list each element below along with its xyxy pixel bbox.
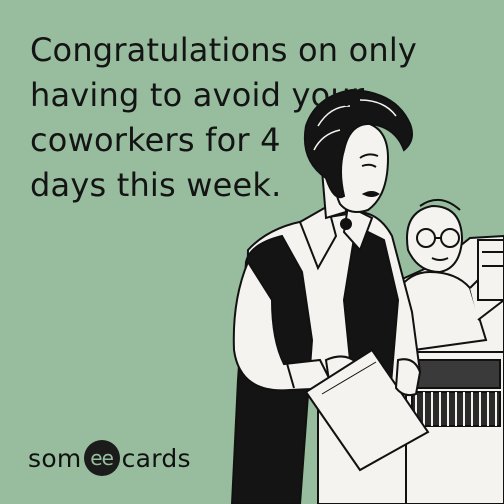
logo-suffix: cards <box>121 443 191 473</box>
ecard-caption <box>30 28 470 208</box>
caption-line: Congratulations on only <box>30 31 418 69</box>
caption-line: days this week. <box>30 166 282 204</box>
someecards-logo[interactable] <box>28 440 191 476</box>
logo-prefix: som <box>28 443 82 473</box>
caption-line: having to avoid your <box>30 76 365 114</box>
logo-ee-circle-icon: ee <box>84 440 120 476</box>
caption-line: coworkers for 4 <box>30 121 281 159</box>
